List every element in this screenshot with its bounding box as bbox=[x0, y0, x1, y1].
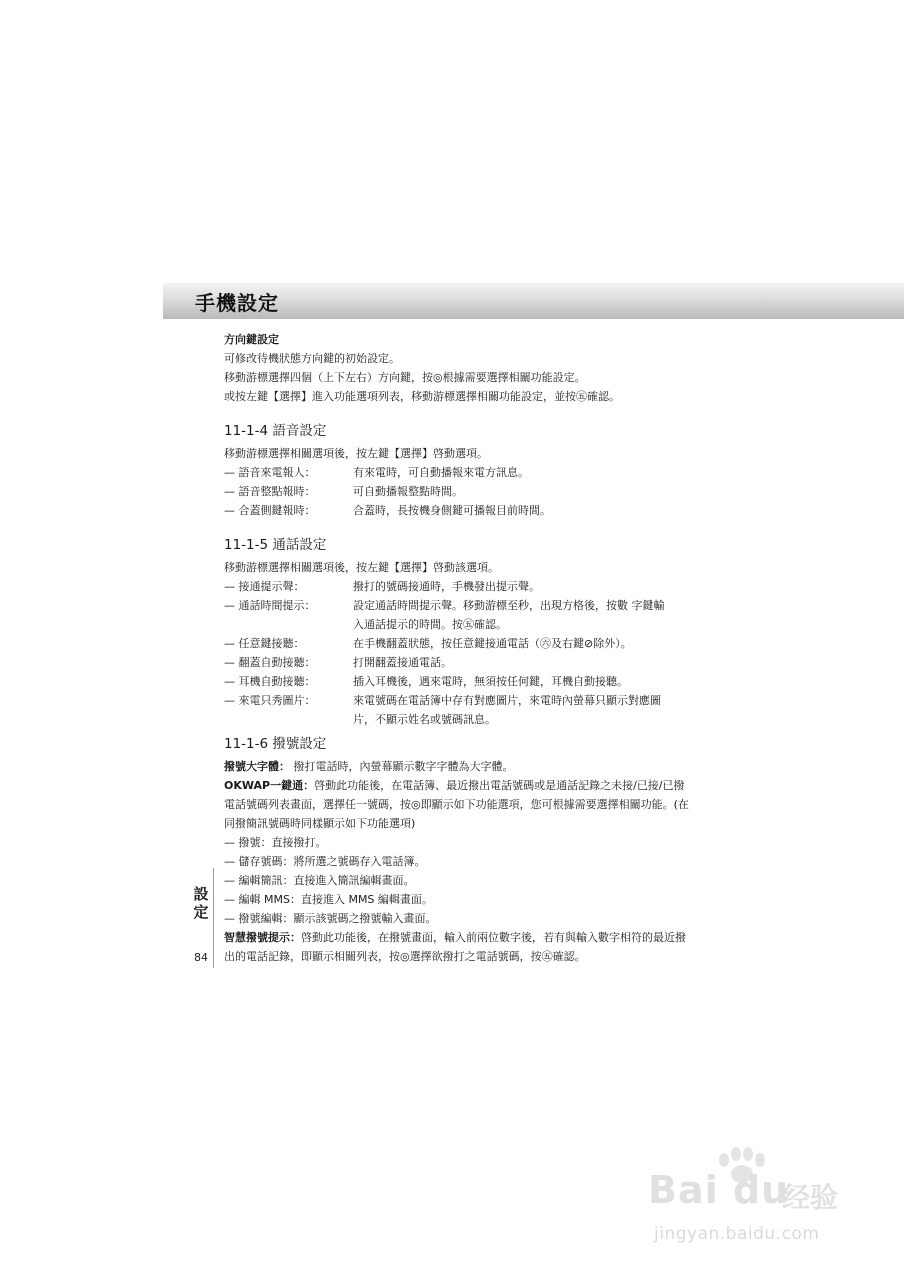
item-label: — 通話時間提示： bbox=[224, 599, 316, 612]
item-label: — 語音來電報人： bbox=[224, 466, 316, 479]
term-text: 啓動此功能後，在電話簿、最近撥出電話號碼或是通話記錄之未接/已接/已撥電話號碼列表畫面，選擇任一號碼，按◎即顯示如下功能選項，您可根據需要選擇相關功能。(在同撥簡訊號碼時同樣顯示如下功能選項) bbox=[224, 779, 689, 830]
item-desc: 有來電時，可自動播報來電方訊息。 bbox=[353, 466, 529, 479]
item-desc: 設定通話時間提示聲。移動游標至秒，出現方格後，按數 字鍵輸入通話提示的時間。按㊄確認。 bbox=[353, 599, 665, 631]
item-label: — 耳機自動接聽： bbox=[224, 675, 316, 688]
tab-char: 設 bbox=[193, 885, 209, 903]
list-item bbox=[224, 482, 694, 501]
list-item bbox=[224, 501, 694, 520]
list-item bbox=[224, 463, 694, 482]
header-band bbox=[163, 283, 904, 319]
term-bold: 撥號大字體： bbox=[224, 760, 290, 773]
item-desc: 打開翻蓋接通電話。 bbox=[353, 656, 452, 669]
list-item bbox=[224, 653, 694, 672]
content bbox=[224, 330, 694, 966]
item-label: — 翻蓋自動接聽： bbox=[224, 656, 316, 669]
list-item: — 儲存號碼：將所選之號碼存入電話簿。 bbox=[224, 855, 426, 868]
item-desc: 可自動播報整點時間。 bbox=[353, 485, 463, 498]
item-desc: 插入耳機後，遇來電時，無須按任何鍵，耳機自動接聽。 bbox=[353, 675, 628, 688]
section-intro: 移動游標選擇相關選項後，按左鍵【選擇】啓動選項。 bbox=[224, 447, 488, 460]
paragraph bbox=[224, 757, 694, 776]
paragraph bbox=[224, 776, 694, 833]
intro-line: 移動游標選擇四個（上下左右）方向鍵，按◎根據需要選擇相關功能設定。 bbox=[224, 371, 586, 384]
list-item bbox=[224, 634, 694, 653]
tab-char: 定 bbox=[193, 903, 209, 921]
watermark bbox=[642, 1150, 872, 1260]
section-title-voice: 11-1-4 語音設定 bbox=[224, 423, 327, 439]
watermark-cn: 经验 bbox=[782, 1181, 839, 1214]
item-label: — 合蓋側鍵報時： bbox=[224, 504, 316, 517]
list-item bbox=[224, 672, 694, 691]
term-text: 撥打電話時，內螢幕顯示數字字體為大字體。 bbox=[293, 760, 514, 773]
watermark-url: jingyan.baidu.com bbox=[654, 1224, 820, 1244]
list-item: — 編輯 MMS：直接進入 MMS 編輯畫面。 bbox=[224, 893, 433, 906]
divider bbox=[213, 868, 214, 968]
list-item bbox=[224, 577, 694, 596]
list-item bbox=[224, 691, 694, 729]
section-title-call: 11-1-5 通話設定 bbox=[224, 537, 327, 553]
item-desc: 撥打的號碼接通時，手機發出提示聲。 bbox=[353, 580, 540, 593]
page-title: 手機設定 bbox=[195, 291, 279, 315]
list-item: — 編輯簡訊：直接進入簡訊編輯畫面。 bbox=[224, 874, 415, 887]
list-item: — 撥號編輯：顯示該號碼之撥號輸入畫面。 bbox=[224, 912, 437, 925]
watermark-brand: Bai du bbox=[648, 1168, 790, 1212]
item-label: — 語音整點報時： bbox=[224, 485, 316, 498]
list-item bbox=[224, 596, 694, 634]
item-label: — 來電只秀圖片： bbox=[224, 694, 316, 707]
item-label: — 任意鍵接聽： bbox=[224, 637, 305, 650]
section-intro: 移動游標選擇相關選項後，按左鍵【選擇】啓動該選項。 bbox=[224, 561, 499, 574]
intro-heading: 方向鍵設定 bbox=[224, 333, 279, 346]
item-label: — 接通提示聲： bbox=[224, 580, 305, 593]
intro-line: 可修改待機狀態方向鍵的初始設定。 bbox=[224, 352, 400, 365]
section-title-dial: 11-1-6 撥號設定 bbox=[224, 736, 327, 752]
paragraph bbox=[224, 928, 694, 966]
page-number: 84 bbox=[194, 951, 208, 964]
item-desc: 在手機翻蓋狀態，按任意鍵接通電話（㊅及右鍵⊘除外）。 bbox=[353, 637, 632, 650]
list-item: — 撥號：直接撥打。 bbox=[224, 836, 327, 849]
item-desc: 合蓋時，長按機身側鍵可播報目前時間。 bbox=[353, 504, 551, 517]
intro-line: 或按左鍵【選擇】進入功能選項列表，移動游標選擇相關功能設定，並按㊄確認。 bbox=[224, 390, 620, 403]
term-bold: 智慧撥號提示： bbox=[224, 931, 301, 944]
term-bold: OKWAP一鍵通： bbox=[224, 779, 315, 792]
item-desc: 來電號碼在電話簿中存有對應圖片，來電時內螢幕只顯示對應圖片，不顯示姓名或號碼訊息。 bbox=[353, 694, 661, 726]
term-text: 啓動此功能後，在撥號畫面，輸入前兩位數字後，若有與輸入數字相符的最近撥出的電話記錄，即顯示相關列表，按◎選擇欲撥打之電話號碼，按㊄確認。 bbox=[224, 931, 686, 963]
section-tab bbox=[191, 885, 211, 921]
